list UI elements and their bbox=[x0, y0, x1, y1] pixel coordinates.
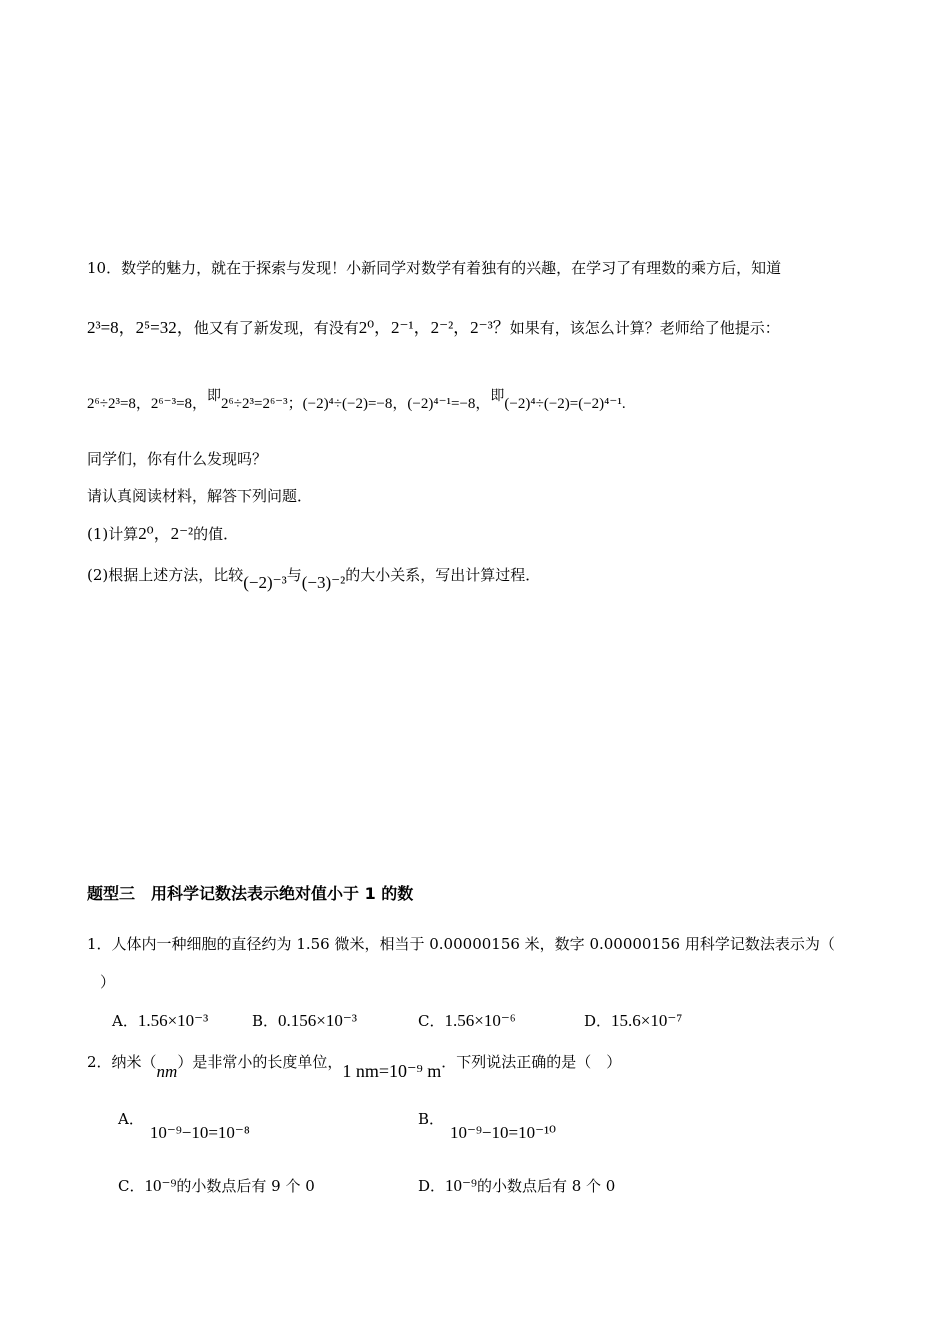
q2-unit: nm bbox=[156, 1062, 178, 1081]
q2-option-a-label: A． bbox=[118, 1110, 144, 1128]
problem10-line2-text: 他又有了新发现，有没有 bbox=[193, 319, 359, 337]
q1-option-b bbox=[252, 1012, 357, 1029]
q1-option-c bbox=[418, 1012, 516, 1029]
q2-option-d-text: 的小数点后有 8 个 0 bbox=[476, 1177, 616, 1195]
q1-text-cont: ） bbox=[100, 973, 116, 991]
q1-option-b-label: B． bbox=[252, 1012, 279, 1030]
q1-option-c-value: 1.56×10⁻⁶ bbox=[444, 1011, 516, 1030]
problem10-line4: 同学们，你有什么发现吗？ bbox=[87, 450, 268, 468]
problem10-q1-prefix: (1)计算 bbox=[87, 525, 139, 543]
problem10-q2-math2: (−3)⁻² bbox=[301, 573, 346, 592]
problem10-q1 bbox=[87, 525, 238, 542]
problem10-line3-ji1: 即 bbox=[207, 388, 222, 404]
section3-title: 题型三 用科学记数法表示绝对值小于 1 的数 bbox=[87, 884, 414, 903]
problem10-line2 bbox=[87, 319, 780, 336]
q2-option-c-text: 的小数点后有 9 个 0 bbox=[176, 1177, 315, 1195]
q2-option-b bbox=[418, 1110, 556, 1142]
q2-option-b-value: 10⁻⁹−10=10⁻¹⁰ bbox=[450, 1123, 556, 1142]
q2-option-b-label: B． bbox=[418, 1110, 445, 1128]
q1-option-a-label: A． bbox=[112, 1012, 138, 1030]
q1-option-d bbox=[584, 1012, 682, 1029]
problem10-line2-powers: 2⁰，2⁻¹，2⁻²，2⁻³？ bbox=[358, 318, 510, 337]
problem10-q2 bbox=[87, 566, 541, 592]
problem10-q2-suffix: 的大小关系，写出计算过程． bbox=[345, 566, 541, 584]
q2-option-c bbox=[118, 1177, 315, 1194]
problem10-intro: 10．数学的魅力，就在于探索与发现！小新同学对数学有着独有的兴趣，在学习了有理数的乘方后，知道 bbox=[87, 259, 782, 277]
q1-option-c-label: C． bbox=[418, 1012, 445, 1030]
problem10-q1-suffix: 的值． bbox=[193, 525, 239, 543]
q2-text bbox=[87, 1052, 622, 1081]
problem10-line3-d: (−2)⁴÷(−2)=(−2)⁴⁻¹. bbox=[504, 396, 626, 412]
problem10-line3-a: 2⁶÷2³=8，2⁶⁻³=8， bbox=[87, 396, 208, 412]
q2-option-d-label: D． bbox=[418, 1177, 446, 1195]
problem10-line5: 请认真阅读材料，解答下列问题． bbox=[87, 487, 313, 505]
q2-option-c-math: 10⁻⁹ bbox=[144, 1176, 177, 1195]
q2-option-d bbox=[418, 1177, 615, 1194]
problem10-line3-ji2: 即 bbox=[490, 388, 505, 404]
problem10-line2-math: 2³=8，2⁵=32， bbox=[87, 318, 194, 337]
problem10-q1-math: 2⁰，2⁻² bbox=[138, 524, 194, 543]
problem10-line3-b: 2⁶÷2³=2⁶⁻³； bbox=[221, 396, 303, 412]
problem10-line2-tail: 如果有，该怎么计算？老师给了他提示： bbox=[509, 319, 780, 337]
problem10-q2-math1: (−2)⁻³ bbox=[243, 573, 287, 592]
q1-option-d-label: D． bbox=[584, 1012, 612, 1030]
q1-option-d-value: 15.6×10⁻⁷ bbox=[611, 1011, 683, 1030]
problem10-q2-prefix: (2)根据上述方法，比较 bbox=[87, 566, 244, 584]
q2-option-c-label: C． bbox=[118, 1177, 145, 1195]
q1-text: 1．人体内一种细胞的直径约为 1.56 微米，相当于 0.00000156 米，数字 0.00000156 用科学记数法表示为（ bbox=[87, 935, 835, 953]
problem10-q2-mid: 与 bbox=[286, 566, 302, 584]
q2-option-d-math: 10⁻⁹ bbox=[445, 1176, 477, 1195]
problem10-line3 bbox=[87, 388, 626, 412]
problem10-line3-c: (−2)⁴÷(−2)=−8，(−2)⁴⁻¹=−8， bbox=[302, 396, 491, 412]
q2-math: 1 nm=10⁻⁹ m bbox=[342, 1061, 442, 1081]
q1-option-a bbox=[112, 1012, 208, 1029]
q2-prefix: 2．纳米（ bbox=[87, 1053, 157, 1071]
q2-mid: ）是非常小的长度单位， bbox=[177, 1053, 343, 1071]
q2-option-a bbox=[118, 1110, 250, 1142]
q1-option-b-value: 0.156×10⁻³ bbox=[278, 1011, 357, 1030]
q1-option-a-value: 1.56×10⁻³ bbox=[137, 1011, 209, 1030]
q2-option-a-value: 10⁻⁹−10=10⁻⁸ bbox=[149, 1123, 250, 1142]
q2-suffix: ．下列说法正确的是（ ） bbox=[441, 1053, 622, 1071]
